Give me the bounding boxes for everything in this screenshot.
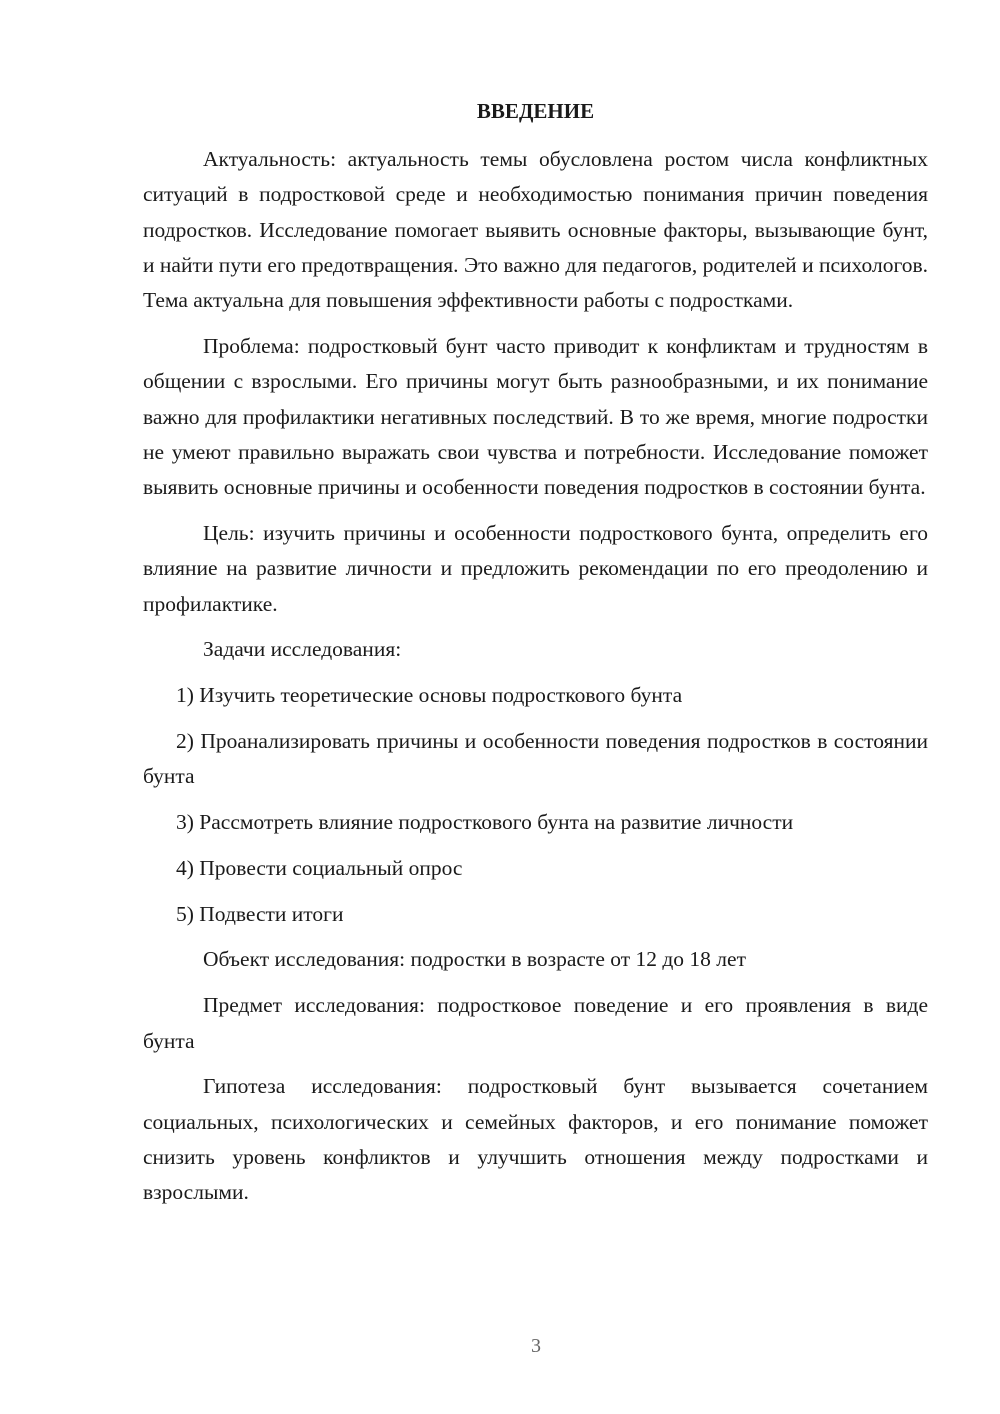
goal-paragraph: Цель: изучить причины и особенности подросткового бунта, определить его влияние на развитие личности и предложить рекомендации по его преодолению и профилактике. (143, 520, 928, 616)
relevance-paragraph: Актуальность: актуальность темы обусловлена ростом числа конфликтных ситуаций в подростковой среде и необходимостью понимания причин поведения подростков. Исследование помогает выявить основные факторы, вызывающие бунт, и найти пути его предотвращения. Это важно для педагогов, родителей и психологов. Тема актуальна для повышения эффективности работы с подростками. (143, 147, 928, 313)
hypothesis-paragraph: Гипотеза исследования: подростковый бунт вызывается сочетанием социальных, психологических и семейных факторов, и его понимание поможет снизить уровень конфликтов и улучшить отношения между подростками и взрослыми. (143, 1074, 928, 1205)
task-item: 2) Проанализировать причины и особенности поведения подростков в состоянии бунта (143, 728, 928, 789)
object-paragraph: Объект исследования: подростки в возрасте от 12 до 18 лет (203, 947, 746, 972)
page-number: 3 (531, 1335, 541, 1357)
page-title: ВВЕДЕНИЕ (476, 99, 595, 123)
document-body (143, 142, 928, 1211)
task-item: 1) Изучить теоретические основы подросткового бунта (176, 683, 683, 708)
task-item: 3) Рассмотреть влияние подросткового бунта на развитие личности (176, 810, 794, 835)
tasks-heading: Задачи исследования: (203, 637, 402, 662)
subject-paragraph: Предмет исследования: подростковое поведение и его проявления в виде бунта (143, 993, 928, 1053)
task-item: 4) Провести социальный опрос (176, 855, 463, 880)
task-item: 5) Подвести итоги (176, 901, 344, 926)
problem-paragraph: Проблема: подростковый бунт часто приводит к конфликтам и трудностям в общении с взрослыми. Его причины могут быть разнообразными, и их понимание важно для профилактики негативных последствий. В то же время, многие подростки не умеют правильно выражать свои чувства и потребности. Исследование поможет выявить основные причины и особенности поведения подростков в состоянии бунта. (143, 333, 928, 500)
